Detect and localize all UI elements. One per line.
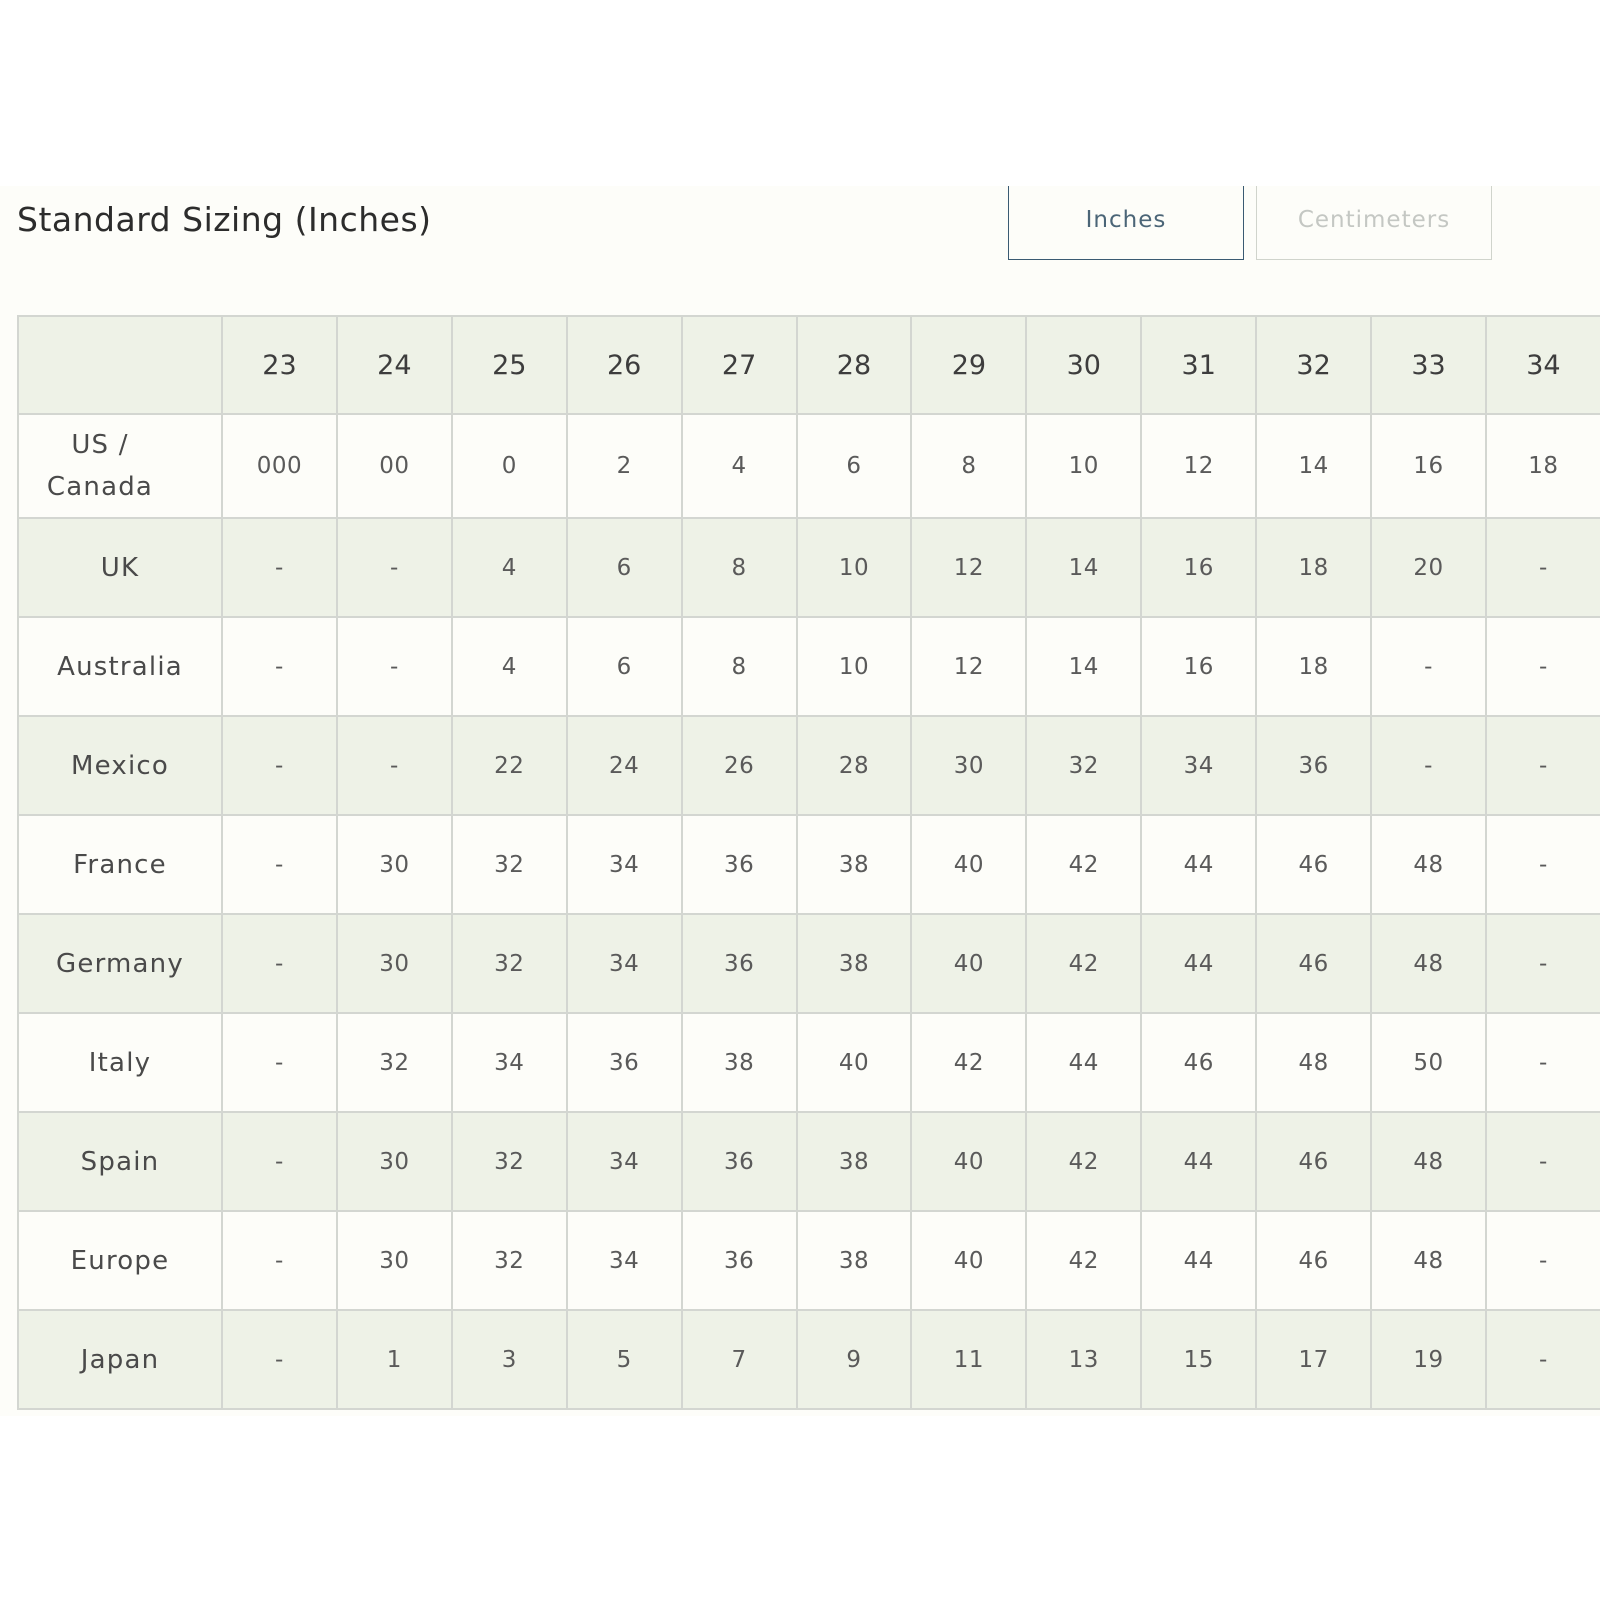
table-row — [18, 815, 1600, 914]
size-cell: 38 — [797, 914, 912, 1013]
size-cell: 22 — [452, 716, 567, 815]
centimeters-tab-button[interactable]: Centimeters — [1256, 186, 1492, 260]
country-label: UK — [18, 518, 222, 617]
size-conversion-table — [17, 315, 1600, 1410]
country-label: US / Canada — [18, 414, 222, 518]
size-cell: - — [222, 617, 337, 716]
size-cell: 46 — [1256, 914, 1371, 1013]
size-cell: 11 — [911, 1310, 1026, 1409]
size-cell: - — [222, 1112, 337, 1211]
size-cell: 30 — [337, 1211, 452, 1310]
size-cell: 18 — [1256, 617, 1371, 716]
size-cell: 19 — [1371, 1310, 1486, 1409]
country-label: Italy — [18, 1013, 222, 1112]
table-row — [18, 414, 1600, 518]
size-cell: 8 — [911, 414, 1026, 518]
size-cell: 8 — [682, 518, 797, 617]
size-cell: 0 — [452, 414, 567, 518]
table-row — [18, 1211, 1600, 1310]
size-cell: 36 — [567, 1013, 682, 1112]
size-cell: 12 — [911, 617, 1026, 716]
size-cell: 2 — [567, 414, 682, 518]
table-row — [18, 1112, 1600, 1211]
size-cell: 9 — [797, 1310, 912, 1409]
size-cell: 46 — [1141, 1013, 1256, 1112]
size-cell: 6 — [567, 617, 682, 716]
size-cell: 000 — [222, 414, 337, 518]
size-cell: - — [337, 617, 452, 716]
size-column-header: 29 — [911, 316, 1026, 414]
size-column-header: 32 — [1256, 316, 1371, 414]
size-column-header: 24 — [337, 316, 452, 414]
country-label: Mexico — [18, 716, 222, 815]
size-cell: 42 — [1026, 914, 1141, 1013]
size-cell: 18 — [1256, 518, 1371, 617]
size-cell: 4 — [452, 617, 567, 716]
size-cell: - — [1371, 716, 1486, 815]
size-cell: - — [1486, 1310, 1600, 1409]
size-cell: 42 — [1026, 815, 1141, 914]
size-cell: 16 — [1141, 617, 1256, 716]
size-cell: 32 — [452, 1112, 567, 1211]
size-cell: 6 — [567, 518, 682, 617]
size-cell: - — [1486, 1013, 1600, 1112]
size-cell: 36 — [682, 914, 797, 1013]
size-cell: 44 — [1026, 1013, 1141, 1112]
size-cell: - — [222, 1013, 337, 1112]
size-cell: 30 — [911, 716, 1026, 815]
size-cell: 24 — [567, 716, 682, 815]
table-row — [18, 617, 1600, 716]
size-cell: - — [1486, 716, 1600, 815]
size-column-header: 26 — [567, 316, 682, 414]
size-cell: 38 — [797, 1112, 912, 1211]
size-cell: - — [1486, 914, 1600, 1013]
size-cell: 48 — [1371, 815, 1486, 914]
size-cell: 46 — [1256, 815, 1371, 914]
size-cell: 36 — [682, 815, 797, 914]
size-cell: - — [222, 518, 337, 617]
size-cell: - — [222, 716, 337, 815]
size-cell: 15 — [1141, 1310, 1256, 1409]
size-cell: 40 — [911, 1211, 1026, 1310]
size-cell: 3 — [452, 1310, 567, 1409]
table-row — [18, 914, 1600, 1013]
size-cell: 12 — [911, 518, 1026, 617]
size-cell: - — [222, 914, 337, 1013]
size-cell: 18 — [1486, 414, 1600, 518]
size-cell: 34 — [567, 815, 682, 914]
size-cell: 48 — [1256, 1013, 1371, 1112]
country-label: Japan — [18, 1310, 222, 1409]
size-cell: 36 — [1256, 716, 1371, 815]
header-corner-cell — [18, 316, 222, 414]
table-body — [18, 414, 1600, 1409]
size-cell: 40 — [797, 1013, 912, 1112]
size-cell: 32 — [1026, 716, 1141, 815]
page-title: Standard Sizing (Inches) — [17, 200, 432, 239]
table-row — [18, 1013, 1600, 1112]
size-cell: 40 — [911, 1112, 1026, 1211]
size-cell: 48 — [1371, 1112, 1486, 1211]
size-cell: - — [1486, 617, 1600, 716]
country-label: Australia — [18, 617, 222, 716]
size-cell: 34 — [567, 914, 682, 1013]
country-label: France — [18, 815, 222, 914]
size-cell: 34 — [567, 1211, 682, 1310]
size-cell: 30 — [337, 1112, 452, 1211]
size-cell: 48 — [1371, 914, 1486, 1013]
size-cell: 17 — [1256, 1310, 1371, 1409]
inches-tab-button[interactable]: Inches — [1008, 186, 1244, 260]
size-cell: 40 — [911, 815, 1026, 914]
size-cell: - — [1371, 617, 1486, 716]
size-cell: - — [222, 1211, 337, 1310]
size-cell: 16 — [1371, 414, 1486, 518]
size-cell: 34 — [1141, 716, 1256, 815]
size-cell: - — [337, 518, 452, 617]
size-cell: - — [1486, 1112, 1600, 1211]
size-cell: 44 — [1141, 1112, 1256, 1211]
size-cell: 6 — [797, 414, 912, 518]
size-cell: 12 — [1141, 414, 1256, 518]
size-cell: 7 — [682, 1310, 797, 1409]
size-cell: - — [222, 1310, 337, 1409]
size-column-header: 25 — [452, 316, 567, 414]
size-cell: 40 — [911, 914, 1026, 1013]
size-cell: 14 — [1026, 518, 1141, 617]
size-cell: 34 — [452, 1013, 567, 1112]
size-cell: - — [337, 716, 452, 815]
size-cell: 28 — [797, 716, 912, 815]
size-cell: 4 — [682, 414, 797, 518]
size-cell: 42 — [1026, 1211, 1141, 1310]
size-cell: 30 — [337, 914, 452, 1013]
size-cell: - — [1486, 518, 1600, 617]
country-label: Europe — [18, 1211, 222, 1310]
size-cell: - — [1486, 815, 1600, 914]
size-cell: 26 — [682, 716, 797, 815]
size-cell: 14 — [1026, 617, 1141, 716]
size-cell: 10 — [1026, 414, 1141, 518]
size-cell: 32 — [337, 1013, 452, 1112]
size-cell: 14 — [1256, 414, 1371, 518]
table-row — [18, 518, 1600, 617]
size-cell: 36 — [682, 1112, 797, 1211]
size-cell: 46 — [1256, 1112, 1371, 1211]
size-cell: 44 — [1141, 914, 1256, 1013]
size-cell: 38 — [797, 1211, 912, 1310]
size-cell: 48 — [1371, 1211, 1486, 1310]
size-cell: - — [1486, 1211, 1600, 1310]
size-cell: 32 — [452, 1211, 567, 1310]
country-label: Germany — [18, 914, 222, 1013]
size-column-header: 33 — [1371, 316, 1486, 414]
size-column-header: 23 — [222, 316, 337, 414]
size-cell: 10 — [797, 518, 912, 617]
size-cell: 44 — [1141, 815, 1256, 914]
table-row — [18, 1310, 1600, 1409]
table-header-row — [18, 316, 1600, 414]
size-cell: 10 — [797, 617, 912, 716]
size-cell: 4 — [452, 518, 567, 617]
size-cell: 38 — [797, 815, 912, 914]
country-label: Spain — [18, 1112, 222, 1211]
size-cell: 42 — [911, 1013, 1026, 1112]
size-column-header: 28 — [797, 316, 912, 414]
size-cell: 5 — [567, 1310, 682, 1409]
size-cell: 8 — [682, 617, 797, 716]
size-cell: 44 — [1141, 1211, 1256, 1310]
size-cell: 00 — [337, 414, 452, 518]
size-cell: 16 — [1141, 518, 1256, 617]
size-cell: 38 — [682, 1013, 797, 1112]
size-cell: 42 — [1026, 1112, 1141, 1211]
size-cell: - — [222, 815, 337, 914]
size-cell: 1 — [337, 1310, 452, 1409]
size-column-header: 27 — [682, 316, 797, 414]
size-cell: 36 — [682, 1211, 797, 1310]
size-cell: 30 — [337, 815, 452, 914]
size-column-header: 30 — [1026, 316, 1141, 414]
size-cell: 13 — [1026, 1310, 1141, 1409]
size-cell: 46 — [1256, 1211, 1371, 1310]
table-row — [18, 716, 1600, 815]
size-cell: 32 — [452, 815, 567, 914]
size-column-header: 34 — [1486, 316, 1600, 414]
size-cell: 50 — [1371, 1013, 1486, 1112]
size-cell: 34 — [567, 1112, 682, 1211]
size-cell: 20 — [1371, 518, 1486, 617]
size-cell: 32 — [452, 914, 567, 1013]
size-column-header: 31 — [1141, 316, 1256, 414]
